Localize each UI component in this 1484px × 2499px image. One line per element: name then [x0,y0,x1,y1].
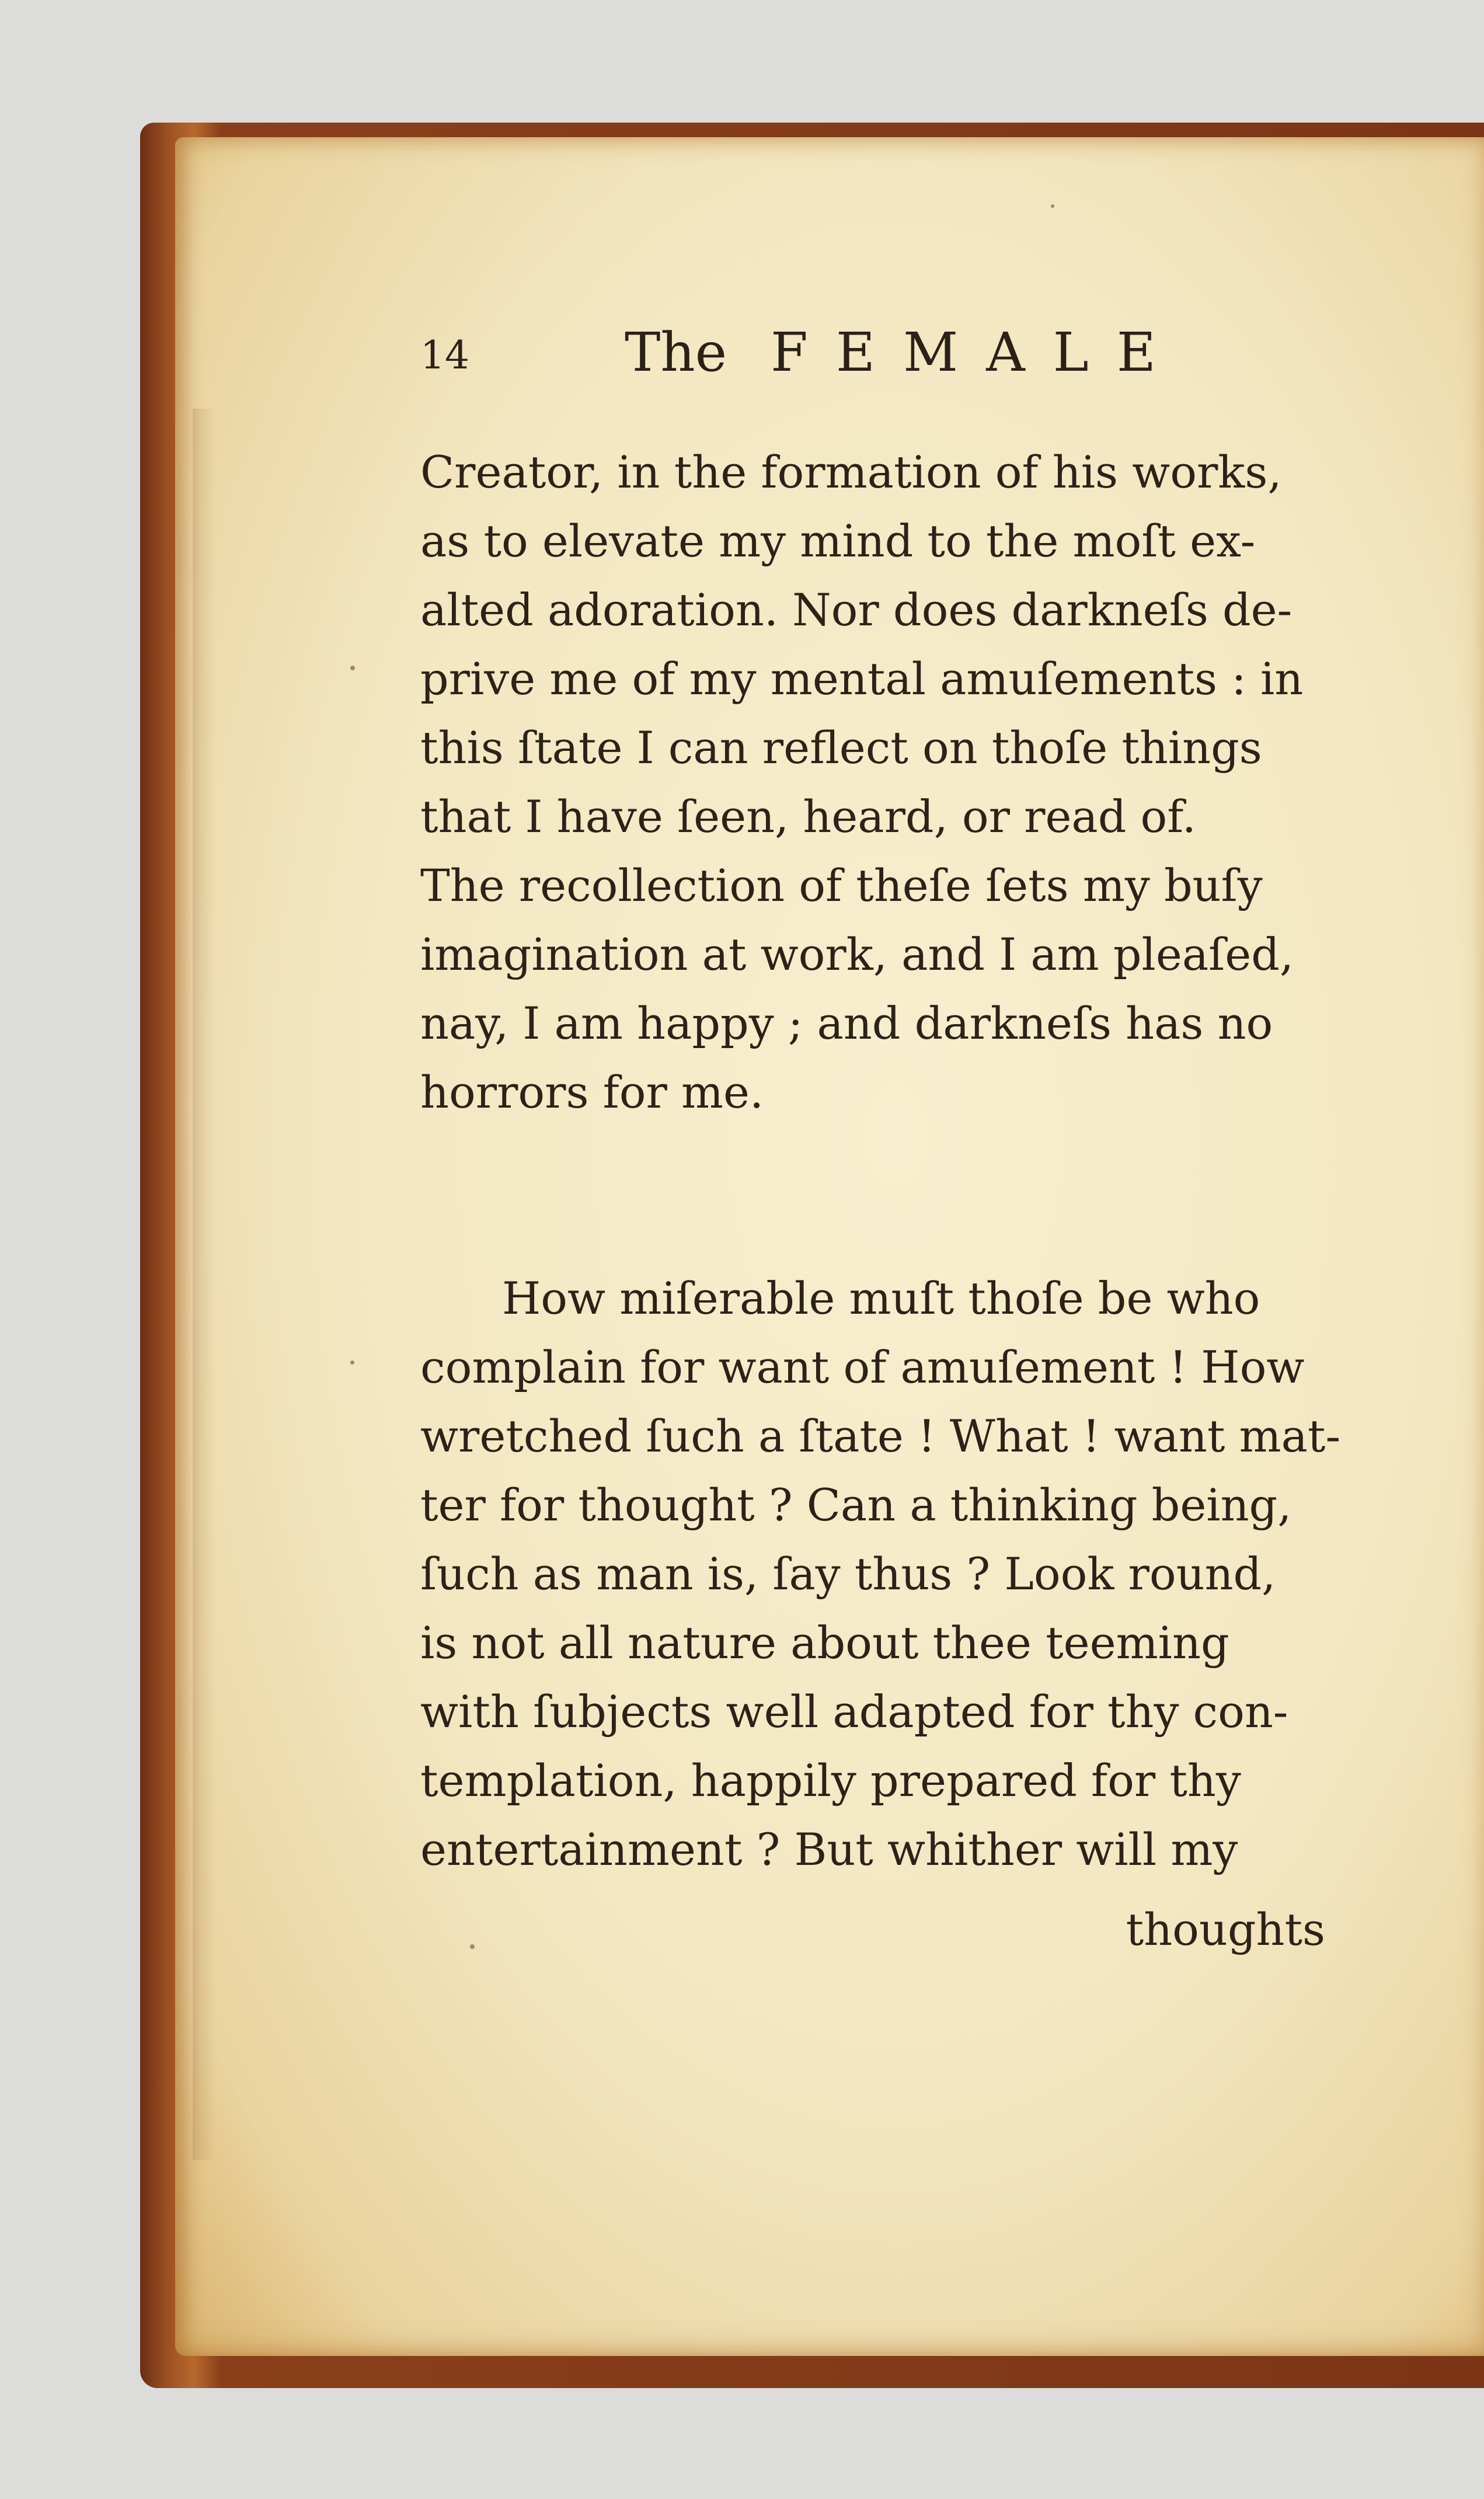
text-line: with ſubjects well adapted for thy con- [420,1686,1288,1738]
catchword-row [420,1903,1325,1972]
text-line: nay, I am happy ; and darkneſs has no [420,997,1273,1049]
text-line: entertainment ? But whither will my [420,1823,1238,1875]
text-line: that I have ſeen, heard, or read of. [420,791,1196,843]
paper-speck [1051,204,1054,208]
text-line: wretched ſuch a ſtate ! What ! want mat- [420,1410,1341,1462]
text-line: imagination at work, and I am pleaſed, [420,928,1294,980]
text-line: is not all nature about thee teeming [420,1617,1229,1669]
body-text [420,438,1341,1884]
text-line: ſuch as man is, ſay thus ? Look round, [420,1548,1276,1600]
paper-speck [350,666,355,670]
text-line: templation, happily prepared for thy [420,1755,1241,1807]
text-line: horrors for me. [420,1066,764,1118]
paragraph-break [420,1127,1325,1264]
text-line: prive me of my mental amuſements : in [420,653,1304,705]
page-gutter-shadow [193,409,216,2160]
running-head-title: FEMALE [771,321,1184,384]
page-number: 14 [420,333,469,378]
text-line: The recollection of theſe ſets my buſy [420,859,1263,911]
paper-speck [350,1360,354,1365]
text-line: this ſtate I can reflect on thoſe things [420,722,1262,774]
text-line: alted adoration. Nor does darkneſs de- [420,584,1293,636]
text-line: as to elevate my mind to the moſt ex- [420,515,1256,567]
text-line: ter for thought ? Can a thinking being, [420,1479,1292,1531]
running-head-article: The [625,321,727,384]
catchword: thoughts [1126,1903,1325,1955]
text-line: How miſerable muſt thoſe be who [502,1272,1260,1324]
text-line: complain for want of amuſement ! How [420,1341,1305,1393]
text-line: Creator, in the formation of his works, [420,446,1282,498]
running-head [420,321,1238,391]
